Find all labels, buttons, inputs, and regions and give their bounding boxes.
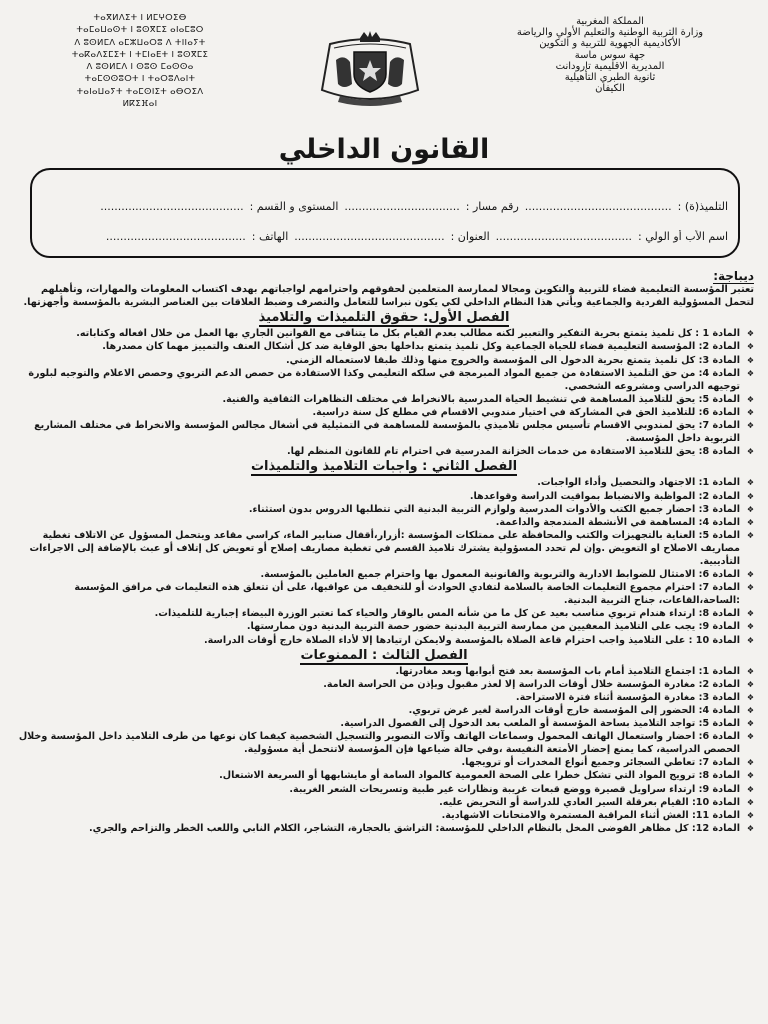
level-field[interactable]: ......................................... xyxy=(100,200,244,213)
list-item: ❖ المادة 8: يحق للتلاميذ الاستفادة من خدمات الخزانة المدرسية في احترام تام للقانون المنظم لها. xyxy=(14,445,754,458)
level-label: المستوى و القسم : xyxy=(249,200,339,213)
tifinagh-line: ⵍⴽⵉⴼⴰⵏ xyxy=(122,99,158,110)
phone-field[interactable]: ........................................ xyxy=(105,230,246,243)
guardian-label: اسم الأب أو الولي : xyxy=(638,230,728,243)
duties-list xyxy=(14,476,754,646)
list-item: ❖ المادة 1 : كل تلميذ يتمتع بحرية التفكير والتعبير لكنه مطالب بعدم القيام بكل ما يتنافى مع القوانين الجاري بها العمل من خلال افعاله وكتاباته. xyxy=(14,327,754,340)
list-item: ❖ المادة 2: المؤسسة التعليمية فضاء للحياة الجماعية وكل تلميذ يتمتع بداخلها بحق الوقاية ضد كل أشكال العنف والتمييز مهما كان مصدرها. xyxy=(14,340,754,353)
list-item: ❖ المادة 4: الحضور إلى المؤسسة خارج أوقات الدراسة لغير غرض تربوي. xyxy=(14,704,754,717)
list-item: ❖ المادة 9: ارتداء سراويل قصيرة ووضع قبعات غريبة ونظارات غير طبية وتسريحات الشعر الغريبة. xyxy=(14,783,754,796)
list-item: ❖ المادة 5: تواجد التلاميذ بساحة المؤسسة أو الملعب بعد الدخول إلى الفصول الدراسية. xyxy=(14,717,754,730)
list-item: ❖ المادة 2: مغادرة المؤسسة خلال أوقات الدراسة إلا لعذر مقبول وبإذن من الحراسة العامة. xyxy=(14,678,754,691)
list-item: ❖ المادة 7: تعاطي السجائر وجميع أنواع المخدرات أو ترويجها. xyxy=(14,756,754,769)
info-row-guardian xyxy=(42,230,728,243)
list-item: ❖ المادة 11: الغش أثناء المراقبة المستمرة والامتحانات الاشهادية. xyxy=(14,809,754,822)
list-item: ❖ المادة 5: يحق للتلاميذ المساهمة في تنشيط الحياة المدرسية بالانخراط في مختلف التظاهرات الثقافية والفنية. xyxy=(14,393,754,406)
list-item: ❖ المادة 3: احضار جميع الكتب والأدوات المدرسية ولوازم التربية البدنية التي تتطلبها الدروس بدون استثناء. xyxy=(14,503,754,516)
list-item: ❖ المادة 4: المساهمة في الأنشطة المندمجة والداعمة. xyxy=(14,516,754,529)
ministry-line: الأكاديمية الجهوية للتربية و التكوين xyxy=(539,38,681,50)
tifinagh-line: ⵜⴰⵎⴰⵡⴰⵙⵜ ⵏ ⵓⵙⴳⵎⵉ ⴰⵏⴰⵎⵓⵔ xyxy=(76,25,204,36)
list-item: ❖ المادة 12: كل مظاهر الفوضى المخل بالنظام الداخلي للمؤسسة: التراشق بالحجارة، التشاجر، الكلام النابي واللعب الخطر والتزاحم والجري. xyxy=(14,822,754,835)
list-item: ❖ المادة 8: ترويج المواد التي تشكل خطرا على الصحة العمومية كالمواد السامة أو مايشابهها أو السريعة الاشتعال. xyxy=(14,769,754,782)
list-item: ❖ المادة 3: مغادرة المؤسسة أثناء فترة الاستراحة. xyxy=(14,691,754,704)
coat-of-arms-emblem xyxy=(310,30,430,110)
student-info-box xyxy=(30,168,740,258)
ministry-line: وزارة التربية الوطنية والتعليم الأولي والرياضة xyxy=(516,27,704,39)
list-item: ❖ المادة 3: كل تلميذ يتمتع بحرية الدخول الى المؤسسة والخروج منها وذلك طبقا لاستعماله الزمني. xyxy=(14,354,754,367)
rights-list xyxy=(14,327,754,458)
list-item: ❖ المادة 6: الامتثال للضوابط الادارية والتربوية والقانونية المعمول بها واحترام جميع العاملين بالمؤسسة. xyxy=(14,568,754,581)
list-item: ❖ المادة 10: القيام بعرقلة السير العادي للدراسة أو التحريض عليه. xyxy=(14,796,754,809)
ministry-line: الكيفان xyxy=(595,83,625,95)
ministry-line: جهة سوس ماسة xyxy=(574,49,646,61)
tifinagh-line: ⵜⴰⵎⵙⵙⵓⵔⵜ ⵏ ⵜⴰⵔⵓⴷⴰⵏⵜ xyxy=(84,74,196,85)
list-item: ❖ المادة 7: يحق لمندوبي الاقسام تأسيس مجلس تلاميذي بالمؤسسة للمساهمة في التمثيلية في أشغال مجالس المؤسسة والانخراط في مختلف المشاريع التربوية داخل المؤسسة. xyxy=(14,419,754,445)
list-item: ❖ المادة 1: اجتماع التلاميذ أمام باب المؤسسة بعد فتح أبوابها وبعد مغادرتها. xyxy=(14,665,754,678)
ministry-line: ثانوية الطبري التأهيلية xyxy=(564,72,656,84)
tifinagh-header xyxy=(40,12,240,110)
chapter-title-rights: الفصل الأول: حقوق التلميذات والتلاميذ xyxy=(258,310,510,326)
list-item: ❖ المادة 6: للتلاميذ الحق في المشاركة في اختيار مندوبي الاقسام في مطلع كل سنة دراسية. xyxy=(14,406,754,419)
tifinagh-line: ⵜⴰⴽⴰⴷⵉⵎⵉⵜ ⵏ ⵜⵎⵏⴰⴹⵜ ⵏ ⵓⵙⴳⵎⵉ xyxy=(71,49,209,60)
list-item: ❖ المادة 2: المواظبة والانضباط بمواقيت الدراسة وقواعدها. xyxy=(14,490,754,503)
student-field[interactable]: .......................................... xyxy=(524,200,672,213)
prohibitions-list xyxy=(14,665,754,835)
preamble-text: تعتبر المؤسسة التعليمية فضاء للتربية والتكوين ومجالا لممارسة المتعلمين لحقوقهم واحترامهم لواجباتهم بهدف اكتساب المعلومات والمهارات، وتأهيلهم لتحمل المسؤولية الفردية والجماعية ويأتي هذا النظام الداخلي لكي يكون نبراسا للتعامل والتصرف وضبط العلاقات بين العناصر البشرية بالمؤسسة وأجهزتها. xyxy=(23,284,754,309)
regulations-body xyxy=(14,270,754,1016)
tifinagh-line: ⴷ ⵓⵙⵍⵎⴷ ⴰⵎⵣⵡⴰⵔⵓ ⴷ ⵜⵏⵏⴰⵢⵜ xyxy=(74,37,206,48)
list-item: ❖ المادة 9: يجب على التلاميذ المعفيين من ممارسة التربية البدنية حضور حصة التربية البدنية دون ممارستها. xyxy=(14,620,754,633)
list-item: ❖ المادة 5: العناية بالتجهيزات والكتب والمحافظة على ممتلكات المؤسسة :أزرار،أقفال صنابير الماء، كراسي مقاعد ويتحمل المسؤول عن الاتلاف تغطية مصاريف الاصلاح او التعويض .وإن لم تحدد المسؤولية يشترك تلاميذ القسم في تغطية مصاريف إصلاح أو تعويض كل إتلاف أو عبث بالإضافة إلى الاجراءات التأديبية. xyxy=(14,529,754,568)
address-label: العنوان : xyxy=(450,230,490,243)
list-item: ❖ المادة 4: من حق التلميذ الاستفادة من جميع المواد المبرمجة في سلكه التعليمي وكذا الاستفادة من حصص الدعم التربوي وحصص الاعلام والتوجيه لبلورة توجيهه الدراسي ومشروعه الشخصي. xyxy=(14,367,754,393)
preamble-label: ديباجة: xyxy=(713,269,754,283)
ministry-header xyxy=(460,16,760,94)
list-item: ❖ المادة 8: ارتداء هندام تربوي مناسب بعيد عن كل ما من شأنه المس بالوقار والحياء كما تعتبر الوزرة البيضاء إجبارية للتلميذات. xyxy=(14,607,754,620)
list-item: ❖ المادة 10 : على التلاميذ واجب احترام قاعة الصلاة بالمؤسسة ولايمكن ارتيادها إلا لأداء الصلاة خارج أوقات الدراسة. xyxy=(14,634,754,647)
phone-label: الهاتف : xyxy=(251,230,289,243)
student-label: التلميذ(ة) : xyxy=(677,200,728,213)
list-item: ❖ المادة 1: الاجتهاد والتحصيل وأداء الواجبات. xyxy=(14,476,754,489)
ministry-line: المديرية الاقليمية تارودانت xyxy=(555,60,665,72)
list-item: ❖ المادة 7: احترام مجموع التعليمات الخاصة بالسلامة لتفادي الحوادث أو للتخفيف من عواقبها، على أن تتعلق هذه التعليمات في مرافق المؤسسة :الساحة،القاعات، جناح التربية البدنية. xyxy=(14,581,754,607)
list-item: ❖ المادة 6: احضار واستعمال الهاتف المحمول وسماعات الهاتف وآلات التصوير والتسجيل الشخصية كيفما كان نوعها من طرف التلاميذ داخل المؤسسة وخلال الحصص الدراسية، كما يمنع إحضار الأمتعة النفيسة ،وفي حالة ضياعها فإن المؤسسة لاتتحمل أية مسؤولية. xyxy=(14,730,754,756)
document-title: القانون الداخلي xyxy=(278,134,490,165)
address-field[interactable]: ........................................... xyxy=(294,230,445,243)
chapter-title-duties: الفصل الثاني : واجبات التلاميذ والتلميذات xyxy=(250,459,518,475)
massar-field[interactable]: ................................. xyxy=(344,200,460,213)
massar-label: رقم مسار : xyxy=(465,200,519,213)
tifinagh-line: ⵜⴰⴳⵍⴷⵉⵜ ⵏ ⵍⵎⵖⵔⵉⴱ xyxy=(93,13,187,23)
chapter-title-prohibitions: الفصل الثالث : الممنوعات xyxy=(300,647,468,663)
tifinagh-line: ⴷ ⵓⵙⵍⵎⴷ ⵏ ⵙⵓⵙ ⵎⴰⵙⵙⴰ xyxy=(86,62,194,73)
ministry-line: المملكة المغربية xyxy=(576,16,644,27)
info-row-student xyxy=(42,200,728,213)
tifinagh-line: ⵜⴰⵏⴰⵡⴰⵢⵜ ⵜⴰⵎⵙⵏⵉⵜ ⴰⴱⵔⵉⴷ xyxy=(76,86,204,97)
guardian-field[interactable]: ....................................... xyxy=(495,230,633,243)
